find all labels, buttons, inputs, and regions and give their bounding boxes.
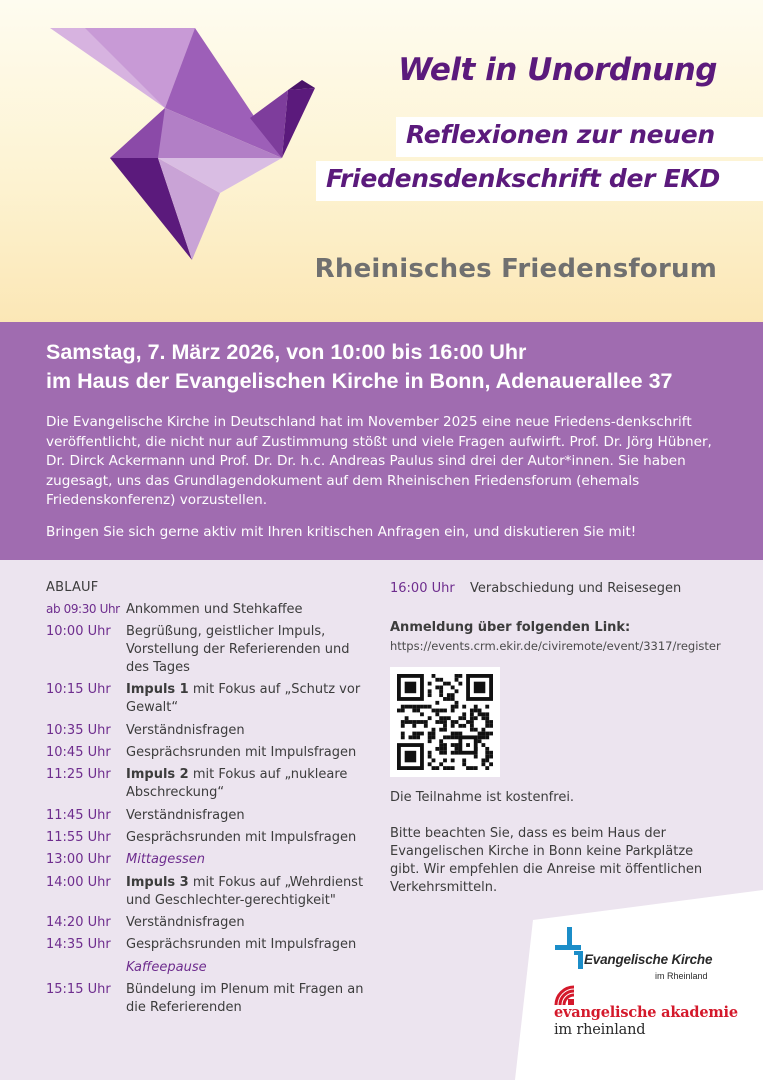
schedule-time: 14:35 Uhr (46, 937, 111, 953)
schedule-row (46, 722, 376, 740)
closing-time: 16:00 Uhr (390, 581, 455, 596)
ekir-subtitle: im Rheinland (655, 971, 708, 981)
schedule-description (126, 914, 376, 932)
main-title: Welt in Unordnung (398, 52, 717, 88)
schedule-text: Begrüßung, geistlicher Impuls, Vorstellung der Referierenden und des Tages (126, 624, 350, 675)
schedule-time: 11:55 Uhr (46, 829, 111, 845)
registration-heading: Anmeldung über folgenden Link: (390, 620, 631, 635)
schedule-time: 10:00 Uhr (46, 624, 111, 640)
event-location: im Haus der Evangelischen Kirche in Bonn, Adenauerallee 37 (46, 369, 673, 393)
schedule-description (126, 766, 376, 802)
schedule-text: Gesprächsrunden mit Impulsfragen (126, 744, 357, 760)
schedule-row (46, 744, 376, 762)
schedule-time: 14:00 Uhr (46, 874, 111, 890)
subtitle-line-2: Friedensdenkschrift der EKD (316, 161, 763, 201)
qr-code[interactable] (390, 667, 500, 777)
schedule-row (46, 874, 376, 910)
schedule-row (46, 766, 376, 802)
parking-note: Bitte beachten Sie, dass es beim Haus der Evangelischen Kirche in Bonn keine Parkplätze gibt. Wir empfehlen die Anreise mit öffentlichen Verkehrsmitteln. (390, 826, 703, 895)
schedule-description (126, 722, 376, 740)
schedule-description (126, 623, 376, 676)
schedule-text: Ankommen und Stehkaffee (126, 602, 303, 617)
schedule-time: 11:45 Uhr (46, 807, 111, 823)
schedule-list (46, 601, 376, 1017)
schedule-description (126, 829, 376, 847)
schedule-text: Verständnisfragen (126, 914, 245, 930)
schedule-time: ab 09:30 Uhr (46, 602, 120, 616)
schedule-time (46, 959, 126, 977)
origami-dove-icon (50, 28, 330, 278)
event-info-band (0, 322, 763, 560)
schedule-time: 10:35 Uhr (46, 722, 111, 738)
closing-text: Verabschiedung und Reisesegen (470, 581, 682, 596)
schedule-description (126, 959, 376, 977)
schedule-impulse-label: Impuls 3 (126, 874, 189, 890)
schedule-impulse-label: Impuls 2 (126, 767, 189, 783)
schedule-text: Gesprächsrunden mit Impulsfragen (126, 937, 357, 953)
schedule-text: Gesprächsrunden mit Impulsfragen (126, 829, 357, 845)
event-date: Samstag, 7. März 2026, von 10:00 bis 16:00 Uhr (46, 340, 527, 364)
schedule-description (126, 681, 376, 717)
schedule-time: 15:15 Uhr (46, 982, 111, 998)
event-description: Die Evangelische Kirche in Deutschland hat im November 2025 eine neue Friedens-denkschrift veröffentlicht, die nicht nur auf Zustimmung stößt und viele Fragen aufwirft. Prof. Dr. Jörg Hübner, Dr. Dirck Ackermann und Prof. Dr. Dr. h.c. Andreas Paulus sind drei der Autor*innen. Sie haben zugesagt, uns das Grundlagendokument auf dem Rheinischen Friedensforum (ehemals Friedenskonferenz) vorzustellen. (46, 414, 712, 509)
qr-code-icon (397, 674, 493, 770)
schedule-text: Verständnisfragen (126, 722, 245, 738)
schedule-text: Kaffeepause (126, 959, 207, 975)
header-area (0, 0, 763, 322)
registration-column (390, 580, 720, 897)
schedule-time: 14:20 Uhr (46, 914, 111, 930)
schedule-row (46, 829, 376, 847)
schedule-time: 13:00 Uhr (46, 852, 111, 868)
logo-background (515, 890, 763, 1080)
schedule-row (46, 959, 376, 977)
schedule-row (46, 681, 376, 717)
schedule-row (46, 936, 376, 954)
schedule-row (46, 623, 376, 676)
schedule-impulse-label: Impuls 1 (126, 682, 189, 698)
schedule-row (46, 807, 376, 825)
schedule-description (126, 807, 376, 825)
schedule-row (46, 851, 376, 869)
schedule-description (126, 981, 376, 1017)
registration-link[interactable]: https://events.crm.ekir.de/civiremote/event/3317/register (390, 639, 721, 653)
schedule-row (46, 914, 376, 932)
forum-name: Rheinisches Friedensforum (314, 254, 717, 284)
schedule-text: mit Fokus auf „nukleare Abschreckung“ (126, 767, 348, 801)
event-call-to-action: Bringen Sie sich gerne aktiv mit Ihren kritischen Anfragen ein, und diskutieren Sie mit! (46, 523, 637, 540)
schedule-time: 10:45 Uhr (46, 744, 111, 760)
closing-row (390, 580, 720, 598)
schedule-heading: ABLAUF (46, 580, 99, 595)
schedule (46, 580, 376, 1021)
schedule-row (46, 981, 376, 1017)
schedule-text: Verständnisfragen (126, 807, 245, 823)
akademie-region: im rheinland (554, 1022, 646, 1038)
schedule-text: mit Fokus auf „Schutz vor Gewalt“ (126, 682, 361, 716)
schedule-time: 11:25 Uhr (46, 767, 111, 783)
akademie-name: evangelische akademie (554, 1004, 738, 1021)
schedule-description (126, 851, 376, 869)
ekir-name: Evangelische Kirche (584, 952, 713, 967)
schedule-text: mit Fokus auf „Wehrdienst und Geschlechter-gerechtigkeit" (126, 874, 364, 908)
schedule-row (46, 601, 376, 619)
schedule-time: 10:15 Uhr (46, 682, 111, 698)
schedule-text: Bündelung im Plenum mit Fragen an die Referierenden (126, 982, 364, 1015)
schedule-description (126, 874, 376, 910)
schedule-description (126, 601, 376, 619)
schedule-description (126, 936, 376, 954)
subtitle-line-1: Reflexionen zur neuen (396, 117, 763, 157)
free-admission-note: Die Teilnahme ist kostenfrei. (390, 790, 575, 805)
schedule-text: Mittagessen (126, 852, 206, 868)
schedule-description (126, 744, 376, 762)
